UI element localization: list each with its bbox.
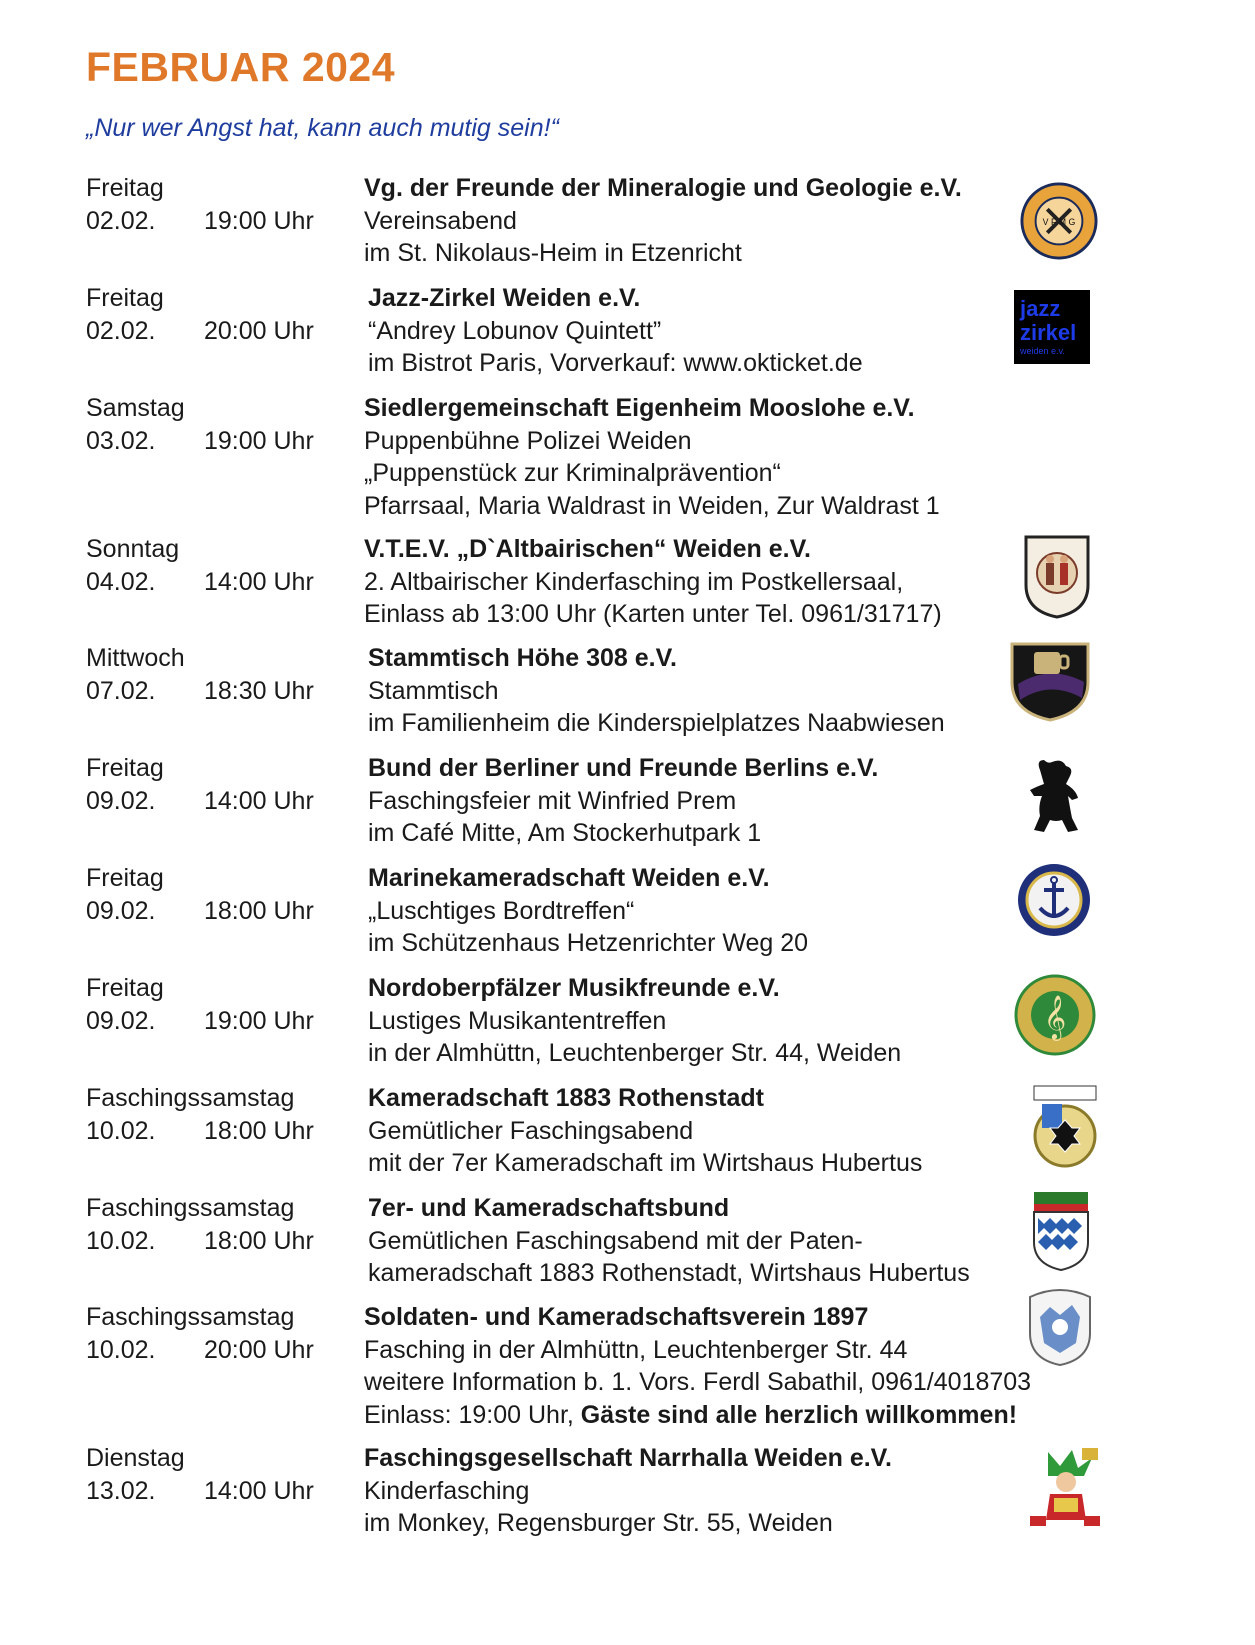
event-detail: Lustiges Musikantentreffen — [368, 1006, 667, 1035]
event-detail: Einlass ab 13:00 Uhr (Karten unter Tel. 0961/31717) — [364, 600, 942, 628]
event-time: 18:30 Uhr — [204, 676, 314, 705]
event-detail-emphasis: Gäste sind alle herzlich willkommen! — [580, 1400, 1018, 1429]
event-detail: Fasching in der Almhüttn, Leuchtenberger Str. 44 — [364, 1335, 908, 1364]
event-detail: Kinderfasching — [364, 1476, 530, 1505]
event-time: 19:00 Uhr — [204, 1006, 314, 1035]
event-organizer: Jazz-Zirkel Weiden e.V. — [368, 284, 641, 312]
jazz-zirkel-logo-icon — [1014, 290, 1090, 364]
event-time: 18:00 Uhr — [204, 1226, 314, 1255]
event-day: Samstag — [86, 394, 185, 422]
event-detail-text: Einlass: 19:00 Uhr, — [364, 1400, 581, 1429]
event-day: Mittwoch — [86, 644, 185, 672]
stammtisch-shield-logo-icon — [1004, 638, 1096, 722]
event-day: Faschingssamstag — [86, 1303, 295, 1331]
event-day: Freitag — [86, 974, 164, 1002]
event-day: Freitag — [86, 864, 164, 892]
event-date: 10.02. — [86, 1116, 156, 1145]
event-time: 19:00 Uhr — [204, 426, 314, 455]
event-date: 09.02. — [86, 786, 156, 815]
svg-text:weiden e.v.: weiden e.v. — [1020, 346, 1065, 356]
event-detail: im Monkey, Regensburger Str. 55, Weiden — [364, 1509, 833, 1537]
logo-letters: V F M G — [1042, 216, 1076, 227]
svg-text:𝄞: 𝄞 — [1043, 995, 1067, 1039]
event-organizer: Stammtisch Höhe 308 e.V. — [368, 644, 677, 672]
event-detail: Vereinsabend — [364, 206, 517, 235]
event-detail: Faschingsfeier mit Winfried Prem — [368, 786, 737, 815]
event-detail: im Bistrot Paris, Vorverkauf: www.okticket.de — [368, 349, 863, 377]
mineralogy-club-logo-icon — [1020, 182, 1098, 260]
event-time: 18:00 Uhr — [204, 1116, 314, 1145]
event-date: 04.02. — [86, 567, 156, 596]
event-detail: Gemütlichen Faschingsabend mit der Paten- — [368, 1226, 863, 1255]
jester-mascot-logo-icon — [1028, 1446, 1104, 1530]
anchor-badge-logo-icon — [1016, 862, 1092, 938]
event-day: Sonntag — [86, 535, 180, 563]
event-detail: Gemütlicher Faschingsabend — [368, 1116, 694, 1145]
event-organizer: 7er- und Kameradschaftsbund — [368, 1194, 730, 1222]
event-detail: “Andrey Lobunov Quintett” — [368, 316, 662, 345]
event-time: 20:00 Uhr — [204, 316, 314, 345]
event-detail — [364, 1399, 1124, 1432]
event-time: 20:00 Uhr — [204, 1335, 314, 1364]
event-organizer: Soldaten- und Kameradschaftsverein 1897 — [364, 1303, 869, 1331]
event-date: 03.02. — [86, 426, 156, 455]
svg-text:jazz: jazz — [1020, 296, 1061, 321]
event-time: 14:00 Uhr — [204, 786, 314, 815]
event-organizer: Siedlergemeinschaft Eigenheim Mooslohe e.V. — [364, 394, 915, 422]
event-day: Freitag — [86, 754, 164, 782]
lion-shield-logo-icon — [1026, 1287, 1094, 1367]
event-day: Faschingssamstag — [86, 1084, 295, 1112]
event-detail: „Puppenstück zur Kriminalprävention“ — [364, 459, 781, 487]
page-motto: „Nur wer Angst hat, kann auch mutig sein!“ — [86, 114, 559, 142]
event-date: 13.02. — [86, 1476, 156, 1505]
event-detail: Puppenbühne Polizei Weiden — [364, 426, 692, 455]
event-day: Dienstag — [86, 1444, 185, 1472]
event-detail: im St. Nikolaus-Heim in Etzenricht — [364, 239, 742, 267]
event-detail: „Luschtiges Bordtreffen“ — [368, 896, 635, 925]
event-organizer: Faschingsgesellschaft Narrhalla Weiden e.V. — [364, 1444, 892, 1472]
event-date: 09.02. — [86, 896, 156, 925]
bavarian-shield-logo-icon — [1032, 1192, 1090, 1272]
event-organizer: Marinekameradschaft Weiden e.V. — [368, 864, 770, 892]
event-detail: 2. Altbairischer Kinderfasching im Postkellersaal, — [364, 567, 904, 596]
event-time: 14:00 Uhr — [204, 567, 314, 596]
event-date: 10.02. — [86, 1335, 156, 1364]
event-day: Faschingssamstag — [86, 1194, 295, 1222]
event-detail: Stammtisch — [368, 676, 499, 705]
event-organizer: Kameradschaft 1883 Rothenstadt — [368, 1084, 764, 1112]
event-organizer: Vg. der Freunde der Mineralogie und Geologie e.V. — [364, 174, 962, 202]
event-time: 14:00 Uhr — [204, 1476, 314, 1505]
page-title: FEBRUAR 2024 — [86, 44, 396, 90]
event-detail: im Café Mitte, Am Stockerhutpark 1 — [368, 819, 762, 847]
event-detail: mit der 7er Kameradschaft im Wirtshaus Hubertus — [368, 1149, 923, 1177]
event-day: Freitag — [86, 284, 164, 312]
svg-text:zirkel: zirkel — [1020, 320, 1077, 345]
event-date: 10.02. — [86, 1226, 156, 1255]
event-detail: im Familienheim die Kinderspielplatzes Naabwiesen — [368, 709, 945, 737]
event-time: 18:00 Uhr — [204, 896, 314, 925]
event-detail: weitere Information b. 1. Vors. Ferdl Sabathil, 0961/4018703 — [364, 1368, 1032, 1396]
iron-cross-wreath-logo-icon — [1030, 1084, 1100, 1170]
event-detail: im Schützenhaus Hetzenrichter Weg 20 — [368, 929, 809, 957]
event-day: Freitag — [86, 174, 164, 202]
event-detail: in der Almhüttn, Leuchtenberger Str. 44, Weiden — [368, 1039, 902, 1067]
event-organizer: Nordoberpfälzer Musikfreunde e.V. — [368, 974, 780, 1002]
treble-clef-badge-logo-icon — [1014, 974, 1096, 1056]
event-date: 07.02. — [86, 676, 156, 705]
event-date: 09.02. — [86, 1006, 156, 1035]
event-organizer: V.T.E.V. „D`Altbairischen“ Weiden e.V. — [364, 535, 811, 563]
event-organizer: Bund der Berliner und Freunde Berlins e.V. — [368, 754, 879, 782]
berlin-bear-logo-icon — [1022, 750, 1088, 846]
event-detail: kameradschaft 1883 Rothenstadt, Wirtshaus Hubertus — [368, 1259, 970, 1287]
event-time: 19:00 Uhr — [204, 206, 314, 235]
event-date: 02.02. — [86, 206, 156, 235]
event-date: 02.02. — [86, 316, 156, 345]
event-detail: Pfarrsaal, Maria Waldrast in Weiden, Zur Waldrast 1 — [364, 491, 940, 520]
costume-club-crest-logo-icon — [1022, 533, 1092, 619]
